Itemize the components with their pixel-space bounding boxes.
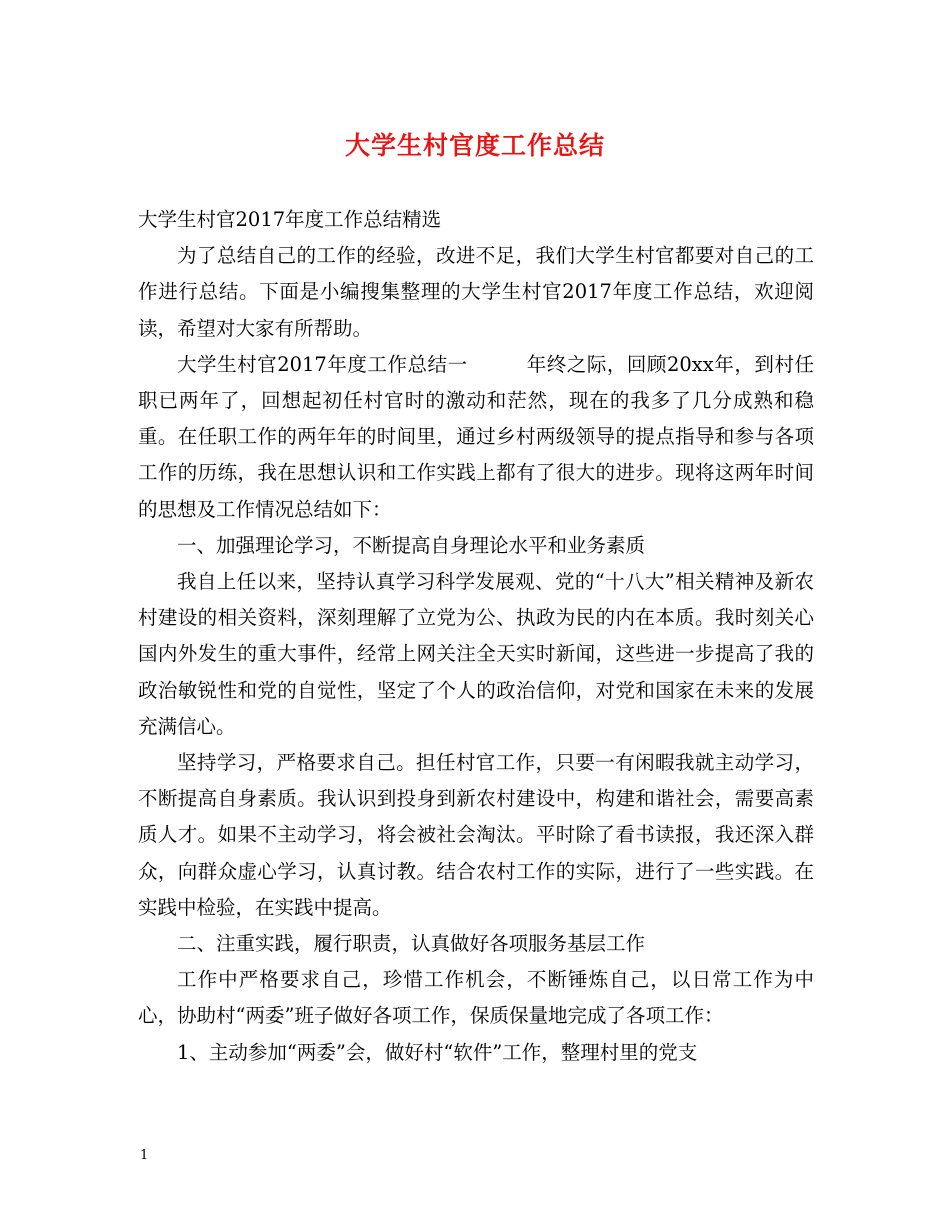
paragraph-self-discipline: 坚持学习，严格要求自己。担任村官工作，只要一有闲暇我就主动学习，不断提高自身素质。我认识到投身到新农村建设中，构建和谐社会，需要高素质人才。如果不主动学习，将会被社会淘汰。平时除了看书读报，我还深入群众，向群众虚心学习，认真讨教。结合农村工作的实际，进行了一些实践。在实践中检验，在实践中提高。 (138, 751, 814, 919)
paragraph-heading-one: 一、加强理论学习，不断提高自身理论水平和业务素质 (177, 533, 646, 557)
section-one-body: 村任职已两年了，回想起初任村官时的激动和茫然，现在的我多了几分成熟和稳重。在任职工作的两年年的时间里，通过乡村两级领导的提点指导和参与各项工作的历练，我在思想认识和工作实践上都有了很大的进步。现将这两年时间的思想及工作情况总结如下： (138, 352, 814, 521)
paragraph-section-one (138, 347, 814, 528)
paragraph-practice: 工作中严格要求自己，珍惜工作机会，不断锤炼自己，以日常工作为中心，协助村“两委”班子做好各项工作，保质保量地完成了各项工作： (138, 968, 814, 1028)
document-subtitle: 大学生村官2017年度工作总结精选 (138, 208, 442, 231)
paragraph-heading-two: 二、注重实践，履行职责，认真做好各项服务基层工作 (177, 932, 646, 956)
section-one-heading: 大学生村官2017年度工作总结一 (177, 352, 468, 376)
page-number: 1 (140, 1148, 149, 1163)
paragraph-study: 我自上任以来，坚持认真学习科学发展观、党的“十八大”相关精神及新农村建设的相关资料，深刻理解了立党为公、执政为民的内在本质。我时刻关心国内外发生的重大事件，经常上网关注全天实时新闻，这些进一步提高了我的政治敏锐性和党的自觉性，坚定了个人的政治信仰，对党和国家在未来的发展充满信心。 (138, 570, 814, 738)
paragraph-item-one: 1、主动参加“两委”会，做好村“软件”工作，整理村里的党支 (177, 1040, 698, 1064)
paragraph-intro: 为了总结自己的工作的经验，改进不足，我们大学生村官都要对自己的工作进行总结。下面是小编搜集整理的大学生村官2017年度工作总结，欢迎阅读，希望对大家有所帮助。 (138, 244, 814, 340)
section-one-lead: 年终之际，回顾20xx年，到 (526, 352, 775, 376)
document-body (138, 202, 814, 1071)
document-title: 大学生村官度工作总结 (344, 131, 605, 160)
